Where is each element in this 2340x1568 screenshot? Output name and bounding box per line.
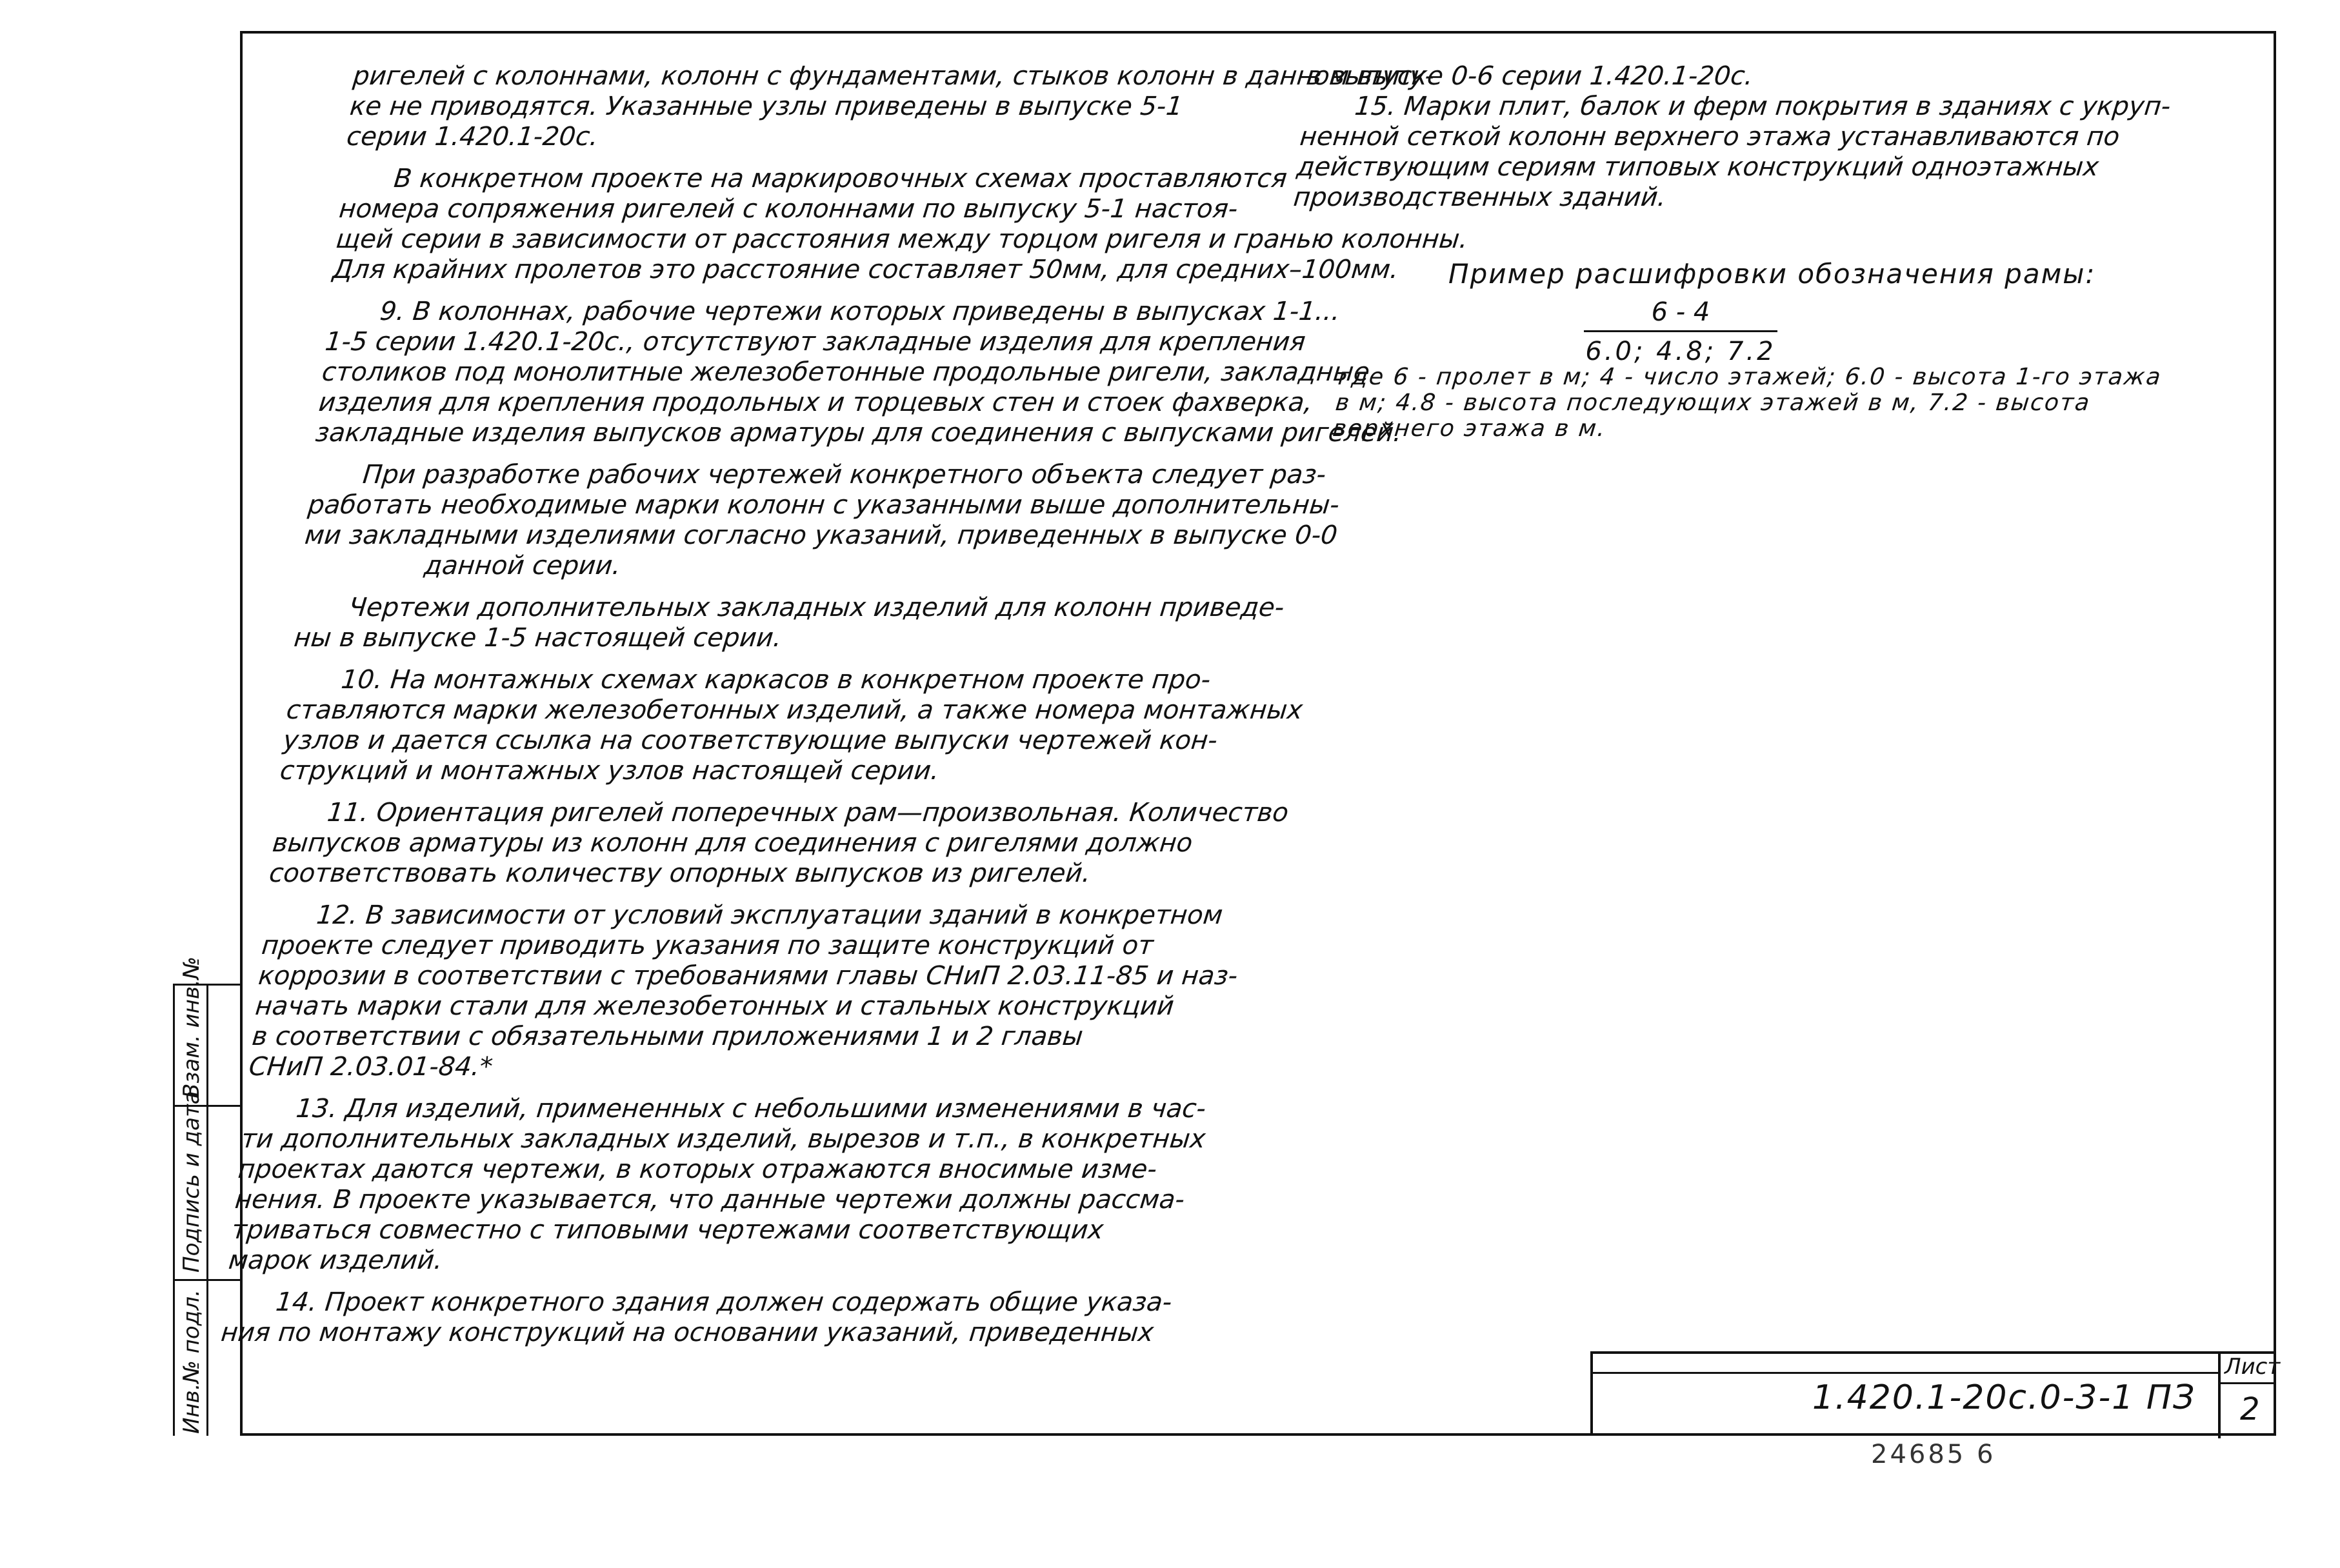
text-line: ми закладными изделиями согласно указаний, приведенных в выпуске 0-0	[303, 521, 1339, 550]
text-line: серии 1.420.1-20с.	[345, 122, 600, 152]
text-line: ке не приводятся. Указанные узлы приведены в выпуске 5-1	[348, 92, 1185, 121]
text-line: 15. Марки плит, балок и ферм покрытия в зданиях с укруп-	[1353, 92, 2172, 121]
text-line: марок изделий.	[227, 1245, 445, 1275]
title-block-stamp	[1590, 1351, 2281, 1436]
text-line: проектах даются чертежи, в которых отражаются вносимые изме-	[236, 1155, 1159, 1184]
text-line: данной серии.	[423, 551, 623, 581]
right-text-column	[1292, 61, 2244, 213]
text-line: Для крайних пролетов это расстояние составляет 50мм, для средних–100мм.	[331, 255, 1401, 284]
frame-designation-formula	[1584, 297, 1777, 367]
text-line: 9. В колоннах, рабочие чертежи которых приведены в выпусках 1-1...	[378, 297, 1342, 326]
document-code: 1.420.1-20с.0-3-1 ПЗ	[1812, 1378, 2196, 1417]
text-line: ненной сеткой колонн верхнего этажа устанавливаются по	[1298, 122, 2121, 152]
text-line: СНиП 2.03.01-84.*	[247, 1052, 494, 1082]
text-line: изделия для крепления продольных и торцевых стен и стоек фахверка,	[317, 388, 1314, 417]
text-line: коррозии в соответствии с требованиями главы СНиП 2.03.11-85 и наз-	[257, 961, 1239, 991]
side-label-signature-date: Подпись и дата	[179, 1091, 205, 1273]
paragraph-gap	[344, 152, 1339, 164]
paragraph-gap	[277, 786, 1272, 798]
paragraph-gap	[291, 653, 1286, 665]
side-label-inv-no: Инв.№ подл.	[179, 1289, 205, 1434]
text-line: Чертежи дополнительных закладных изделий для колонн приведе-	[347, 593, 1286, 622]
explanation-line: верхнего этажа в м.	[1331, 415, 1608, 442]
text-line: При разработке рабочих чертежей конкретного объекта следует раз-	[361, 460, 1328, 490]
explanation-line: где 6 - пролет в м; 4 - число этажей; 6.0 - высота 1-го этажа	[1337, 364, 2163, 390]
side-label-replace-inv: Взам. инв.№	[179, 956, 205, 1098]
stamp-inner-line	[1593, 1372, 2221, 1374]
formula-denominator: 6.0; 4.8; 7.2	[1585, 337, 1776, 366]
text-line: 11. Ориентация ригелей поперечных рам—произвольная. Количество	[325, 798, 1290, 828]
text-line: номера сопряжения ригелей с колоннами по выпуску 5-1 настоя-	[337, 194, 1239, 224]
formula-bar	[1584, 330, 1777, 332]
sheet-label: Лист	[2225, 1354, 2281, 1380]
text-line: 14. Проект конкретного здания должен содержать общие указа-	[274, 1287, 1174, 1317]
sheet-box	[2218, 1351, 2281, 1438]
text-line: действующим сериям типовых конструкций одноэтажных	[1295, 152, 2101, 182]
text-line: в выпуске 0-6 серии 1.420.1-20с.	[1305, 61, 1755, 91]
text-line: работать необходимые марки колонн с указанными выше дополнительны-	[306, 490, 1341, 520]
text-line: узлов и дается ссылка на соответствующие выпуски чертежей кон-	[281, 726, 1219, 755]
text-line: струкций и монтажных узлов настоящей серии.	[278, 756, 941, 786]
text-line: в соответствии с обязательными приложениями 1 и 2 главы	[250, 1022, 1085, 1051]
text-line: ния по монтажу конструкций на основании указаний, приведенных	[219, 1318, 1155, 1347]
text-line: 10. На монтажных схемах каркасов в конкретном проекте про-	[339, 665, 1212, 695]
side-strip	[173, 956, 240, 1436]
archive-number: 24685 6	[1871, 1440, 1996, 1469]
paragraph-gap	[246, 1082, 1241, 1094]
sheet-divider	[2221, 1382, 2276, 1384]
text-line: 1-5 серии 1.420.1-20с., отсутствуют закладные изделия для крепления	[323, 327, 1307, 357]
text-line: 12. В зависимости от условий эксплуатации зданий в конкретном	[315, 900, 1225, 930]
paragraph-gap	[299, 581, 1294, 593]
paragraph-gap	[266, 889, 1261, 900]
text-line: закладные изделия выпусков арматуры для соединения с выпусками ригелей.	[314, 418, 1404, 448]
text-line: 13. Для изделий, примененных с небольшими изменениями в час-	[294, 1094, 1208, 1124]
text-line: выпусков арматуры из колонн для соединения с ригелями должно	[271, 828, 1194, 858]
text-line: проекте следует приводить указания по защите конструкций от	[260, 931, 1155, 960]
paragraph-gap	[313, 448, 1308, 460]
text-line: щей серии в зависимости от расстояния между торцом ригеля и гранью колонны.	[334, 224, 1470, 254]
formula-explanation	[1332, 364, 2163, 442]
paragraph-gap	[226, 1276, 1221, 1287]
text-line: ны в выпуске 1-5 настоящей серии.	[292, 623, 783, 653]
text-line: производственных зданий.	[1292, 183, 1668, 212]
text-line: триваться совместно с типовыми чертежами соответствующих	[230, 1215, 1105, 1245]
text-line: ставляются марки железобетонных изделий, а также номера монтажных	[285, 695, 1305, 725]
text-line: столиков под монолитные железобетонные продольные ригели, закладные	[320, 357, 1372, 387]
text-line: начать марки стали для железобетонных и стальных конструкций	[254, 991, 1175, 1021]
text-line: ригелей с колоннами, колонн с фундаментами, стыков колонн в данном выпу-	[352, 61, 1436, 91]
example-title: Пример расшифровки обозначения рамы:	[1448, 258, 2096, 290]
formula-numerator: 6 - 4	[1651, 297, 1710, 327]
sheet-number: 2	[2240, 1391, 2260, 1427]
text-line: ти дополнительных закладных изделий, вырезов и т.п., в конкретных	[239, 1124, 1207, 1154]
text-line: В конкретном проекте на маркировочных схемах проставляются	[392, 164, 1289, 194]
paragraph-gap	[330, 285, 1325, 297]
text-line: нения. В проекте указывается, что данные чертежи должны рассма-	[233, 1185, 1186, 1215]
explanation-line: в м; 4.8 - высота последующих этажей в м, 7.2 - высота	[1334, 390, 2092, 416]
text-line: соответствовать количеству опорных выпусков из ригелей.	[268, 858, 1092, 888]
